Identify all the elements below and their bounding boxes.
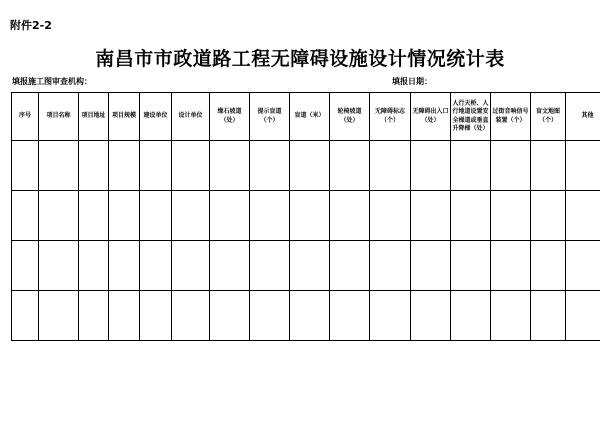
column-header: 人行天桥、人行地道设置安全梯道或垂直升降梯（处） xyxy=(451,93,491,141)
table-cell[interactable] xyxy=(531,241,566,291)
column-header: 缘石坡道（处） xyxy=(210,93,250,141)
table-cell[interactable] xyxy=(451,141,491,191)
column-header: 建设单位 xyxy=(140,93,172,141)
table-cell[interactable] xyxy=(140,191,172,241)
table-cell[interactable] xyxy=(12,291,39,341)
column-header: 盲道（米） xyxy=(290,93,330,141)
table-cell[interactable] xyxy=(39,141,79,191)
column-header: 序号 xyxy=(12,93,39,141)
table-cell[interactable] xyxy=(531,291,566,341)
table-cell[interactable] xyxy=(210,141,250,191)
table-cell[interactable] xyxy=(210,191,250,241)
table-cell[interactable] xyxy=(330,291,370,341)
attachment-label: 附件2-2 xyxy=(10,19,52,32)
table-cell[interactable] xyxy=(39,291,79,341)
table-cell[interactable] xyxy=(109,191,140,241)
table-cell[interactable] xyxy=(531,141,566,191)
table-cell[interactable] xyxy=(330,241,370,291)
table-cell[interactable] xyxy=(411,141,451,191)
table-cell[interactable] xyxy=(140,291,172,341)
table-row xyxy=(12,241,600,291)
date-label: 填报日期： xyxy=(392,77,432,86)
column-header: 提示盲道（个） xyxy=(250,93,290,141)
table-cell[interactable] xyxy=(290,241,330,291)
column-header: 无障碍标志（个） xyxy=(370,93,411,141)
table-header-row xyxy=(12,93,600,141)
table-cell[interactable] xyxy=(370,291,411,341)
table-cell[interactable] xyxy=(39,191,79,241)
table-cell[interactable] xyxy=(330,191,370,241)
table-cell[interactable] xyxy=(411,241,451,291)
page-title: 南昌市市政道路工程无障碍设施设计情况统计表 xyxy=(95,48,505,70)
column-header: 轮椅坡道（处） xyxy=(330,93,370,141)
table-cell[interactable] xyxy=(250,191,290,241)
table-cell[interactable] xyxy=(290,191,330,241)
table-cell[interactable] xyxy=(210,291,250,341)
table-cell[interactable] xyxy=(12,241,39,291)
table-cell[interactable] xyxy=(566,141,600,191)
table-row xyxy=(12,291,600,341)
table-cell[interactable] xyxy=(39,241,79,291)
table-cell[interactable] xyxy=(451,291,491,341)
table-cell[interactable] xyxy=(140,241,172,291)
table-cell[interactable] xyxy=(140,141,172,191)
table-cell[interactable] xyxy=(12,141,39,191)
table-cell[interactable] xyxy=(172,291,210,341)
table-cell[interactable] xyxy=(491,291,531,341)
table-cell[interactable] xyxy=(566,241,600,291)
column-header: 无障碍出入口（处） xyxy=(411,93,451,141)
table-cell[interactable] xyxy=(330,141,370,191)
table-cell[interactable] xyxy=(172,241,210,291)
table-cell[interactable] xyxy=(290,291,330,341)
column-header: 项目地址 xyxy=(79,93,109,141)
table-cell[interactable] xyxy=(290,141,330,191)
table-cell[interactable] xyxy=(411,191,451,241)
table-cell[interactable] xyxy=(411,291,451,341)
table-cell[interactable] xyxy=(531,191,566,241)
table-cell[interactable] xyxy=(109,291,140,341)
column-header: 项目规模 xyxy=(109,93,140,141)
table-cell[interactable] xyxy=(451,191,491,241)
table-cell[interactable] xyxy=(250,291,290,341)
table-cell[interactable] xyxy=(109,141,140,191)
table-cell[interactable] xyxy=(172,191,210,241)
table-cell[interactable] xyxy=(491,191,531,241)
table-cell[interactable] xyxy=(451,241,491,291)
statistics-table xyxy=(11,92,600,341)
table-cell[interactable] xyxy=(172,141,210,191)
table-cell[interactable] xyxy=(79,191,109,241)
table-cell[interactable] xyxy=(79,141,109,191)
table-cell[interactable] xyxy=(109,241,140,291)
column-header: 设计单位 xyxy=(172,93,210,141)
table-row xyxy=(12,141,600,191)
column-header: 其他 xyxy=(566,93,600,141)
column-header: 盲文地图（个） xyxy=(531,93,566,141)
submitting-unit-label: 填报施工图审查机构： xyxy=(12,77,92,86)
table-row xyxy=(12,191,600,241)
table-cell[interactable] xyxy=(210,241,250,291)
table-cell[interactable] xyxy=(12,191,39,241)
table-cell[interactable] xyxy=(250,141,290,191)
table-cell[interactable] xyxy=(491,241,531,291)
table-cell[interactable] xyxy=(566,291,600,341)
table-cell[interactable] xyxy=(370,191,411,241)
table-cell[interactable] xyxy=(370,141,411,191)
table-cell[interactable] xyxy=(79,291,109,341)
table-cell[interactable] xyxy=(250,241,290,291)
table-cell[interactable] xyxy=(491,141,531,191)
table-cell[interactable] xyxy=(79,241,109,291)
column-header: 过街音响信号装置（个） xyxy=(491,93,531,141)
table-cell[interactable] xyxy=(566,191,600,241)
column-header: 项目名称 xyxy=(39,93,79,141)
table-cell[interactable] xyxy=(370,241,411,291)
